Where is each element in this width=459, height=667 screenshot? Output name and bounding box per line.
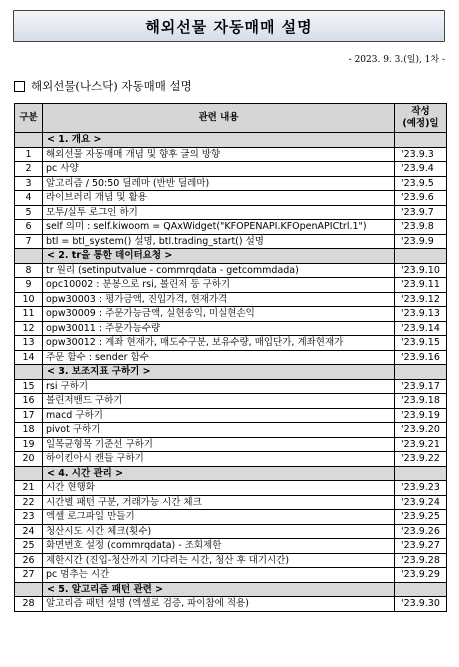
table-row [15, 205, 447, 220]
section-heading [14, 78, 192, 94]
row-date: '23.9.12 [395, 292, 447, 307]
row-number: 4 [15, 191, 43, 206]
category-date-cell [395, 365, 447, 380]
schedule-table [14, 103, 447, 612]
row-content: 화면번호 설정 (commrqdata) - 조회제한 [43, 539, 395, 554]
row-content: 제한시간 (진입-청산까지 기다리는 시간, 청산 후 대기시간) [43, 553, 395, 568]
row-date: '23.9.3 [395, 147, 447, 162]
row-content: 볼린저밴드 구하기 [43, 394, 395, 409]
row-number: 23 [15, 510, 43, 525]
row-number: 12 [15, 321, 43, 336]
row-content: 시간 현행화 [43, 481, 395, 496]
document-title-box [13, 10, 445, 42]
category-row [15, 365, 447, 380]
table-row [15, 553, 447, 568]
row-content: macd 구하기 [43, 408, 395, 423]
row-number: 8 [15, 263, 43, 278]
category-num-cell [15, 365, 43, 380]
row-number: 28 [15, 597, 43, 612]
table-row [15, 437, 447, 452]
row-date: '23.9.29 [395, 568, 447, 583]
row-content: pc 멈추는 시간 [43, 568, 395, 583]
row-date: '23.9.17 [395, 379, 447, 394]
row-number: 21 [15, 481, 43, 496]
row-number: 3 [15, 176, 43, 191]
row-date: '23.9.25 [395, 510, 447, 525]
row-number: 16 [15, 394, 43, 409]
header-content: 관련 내용 [43, 104, 395, 133]
table-row [15, 321, 447, 336]
row-date: '23.9.19 [395, 408, 447, 423]
table-row [15, 278, 447, 293]
row-content: 알고리즘 / 50:50 딜레마 (반반 딜레마) [43, 176, 395, 191]
date-line: - 2023. 9. 3.(일), 1차 - [348, 55, 445, 65]
row-content: opw30011 : 주문가능수량 [43, 321, 395, 336]
category-label: < 4. 시간 관리 > [43, 466, 395, 481]
row-content: self 의미 : self.kiwoom = QAxWidget("KFOPENAPI.KFOpenAPICtrl.1") [43, 220, 395, 235]
row-number: 7 [15, 234, 43, 249]
row-date: '23.9.24 [395, 495, 447, 510]
header-date: 작성 (예정)일 [395, 104, 447, 133]
row-content: opc10002 : 분봉으로 rsi, 볼린저 등 구하기 [43, 278, 395, 293]
table-row [15, 336, 447, 351]
row-number: 11 [15, 307, 43, 322]
table-row [15, 597, 447, 612]
category-date-cell [395, 582, 447, 597]
row-date: '23.9.28 [395, 553, 447, 568]
row-date: '23.9.5 [395, 176, 447, 191]
row-number: 5 [15, 205, 43, 220]
category-row [15, 466, 447, 481]
table-row [15, 524, 447, 539]
row-date: '23.9.7 [395, 205, 447, 220]
category-num-cell [15, 249, 43, 264]
row-date: '23.9.8 [395, 220, 447, 235]
row-number: 17 [15, 408, 43, 423]
row-content: 시간별 패턴 구분, 거래가능 시간 체크 [43, 495, 395, 510]
table-row [15, 408, 447, 423]
table-row [15, 481, 447, 496]
row-number: 6 [15, 220, 43, 235]
category-date-cell [395, 249, 447, 264]
row-number: 15 [15, 379, 43, 394]
category-num-cell [15, 133, 43, 148]
row-date: '23.9.20 [395, 423, 447, 438]
table-header-row [15, 104, 447, 133]
table-row [15, 220, 447, 235]
row-number: 24 [15, 524, 43, 539]
row-date: '23.9.15 [395, 336, 447, 351]
table-row [15, 162, 447, 177]
table-row [15, 568, 447, 583]
row-date: '23.9.9 [395, 234, 447, 249]
category-label: < 2. tr을 통한 데이터요청 > [43, 249, 395, 264]
row-content: pivot 구하기 [43, 423, 395, 438]
header-num: 구분 [15, 104, 43, 133]
row-number: 1 [15, 147, 43, 162]
row-number: 9 [15, 278, 43, 293]
table-row [15, 539, 447, 554]
table-row [15, 379, 447, 394]
row-date: '23.9.27 [395, 539, 447, 554]
row-date: '23.9.4 [395, 162, 447, 177]
section-heading-text: 해외선물(나스닥) 자동매매 설명 [31, 79, 192, 93]
category-row [15, 133, 447, 148]
row-date: '23.9.10 [395, 263, 447, 278]
row-content: tr 원리 (setinputvalue - commrqdata - getcommdada) [43, 263, 395, 278]
row-number: 14 [15, 350, 43, 365]
checkbox-icon [14, 81, 25, 92]
table-row [15, 191, 447, 206]
row-number: 13 [15, 336, 43, 351]
document-title: 해외선물 자동매매 설명 [145, 17, 313, 36]
category-row [15, 582, 447, 597]
row-content: 일목균형목 기준선 구하기 [43, 437, 395, 452]
row-content: pc 사양 [43, 162, 395, 177]
row-content: btl = btl_system() 설명, btl.trading_start() 설명 [43, 234, 395, 249]
row-date: '23.9.6 [395, 191, 447, 206]
row-date: '23.9.18 [395, 394, 447, 409]
category-num-cell [15, 582, 43, 597]
table-row [15, 176, 447, 191]
row-number: 18 [15, 423, 43, 438]
category-num-cell [15, 466, 43, 481]
row-content: 엑셀 로그파일 만들기 [43, 510, 395, 525]
row-date: '23.9.11 [395, 278, 447, 293]
category-label: < 3. 보조지표 구하기 > [43, 365, 395, 380]
row-number: 27 [15, 568, 43, 583]
table-row [15, 394, 447, 409]
row-content: opw30003 : 평가금액, 진입가격, 현재가격 [43, 292, 395, 307]
row-content: 라이브러리 개념 및 활용 [43, 191, 395, 206]
row-content: opw30012 : 계좌 현재가, 매도수구분, 보유수량, 매입단가, 계좌현재가 [43, 336, 395, 351]
row-number: 25 [15, 539, 43, 554]
category-label: < 5. 알고리즘 패턴 관련 > [43, 582, 395, 597]
row-content: 해외선물 자동매매 개념 및 향후 글의 방향 [43, 147, 395, 162]
table-row [15, 452, 447, 467]
table-row [15, 307, 447, 322]
table-body [15, 133, 447, 612]
row-number: 20 [15, 452, 43, 467]
category-date-cell [395, 466, 447, 481]
table-row [15, 495, 447, 510]
category-label: < 1. 개요 > [43, 133, 395, 148]
row-content: 청산시도 시간 체크(횟수) [43, 524, 395, 539]
row-date: '23.9.13 [395, 307, 447, 322]
table-row [15, 234, 447, 249]
row-date: '23.9.30 [395, 597, 447, 612]
row-date: '23.9.23 [395, 481, 447, 496]
row-number: 19 [15, 437, 43, 452]
row-content: 하이킨아시 캔들 구하기 [43, 452, 395, 467]
table-row [15, 350, 447, 365]
row-content: rsi 구하기 [43, 379, 395, 394]
row-date: '23.9.16 [395, 350, 447, 365]
row-date: '23.9.26 [395, 524, 447, 539]
table-row [15, 263, 447, 278]
row-number: 22 [15, 495, 43, 510]
table-row [15, 510, 447, 525]
category-row [15, 249, 447, 264]
row-content: opw30009 : 주문가능금액, 실현송익, 미실현손익 [43, 307, 395, 322]
row-number: 10 [15, 292, 43, 307]
category-date-cell [395, 133, 447, 148]
table-row [15, 292, 447, 307]
row-number: 2 [15, 162, 43, 177]
row-content: 모투/실투 로그인 하기 [43, 205, 395, 220]
row-content: 주문 함수 : sender 함수 [43, 350, 395, 365]
row-date: '23.9.14 [395, 321, 447, 336]
row-number: 26 [15, 553, 43, 568]
row-content: 알고리즘 패턴 설명 (엑셀로 검증, 파이참에 적용) [43, 597, 395, 612]
table-row [15, 423, 447, 438]
table-row [15, 147, 447, 162]
row-date: '23.9.21 [395, 437, 447, 452]
row-date: '23.9.22 [395, 452, 447, 467]
